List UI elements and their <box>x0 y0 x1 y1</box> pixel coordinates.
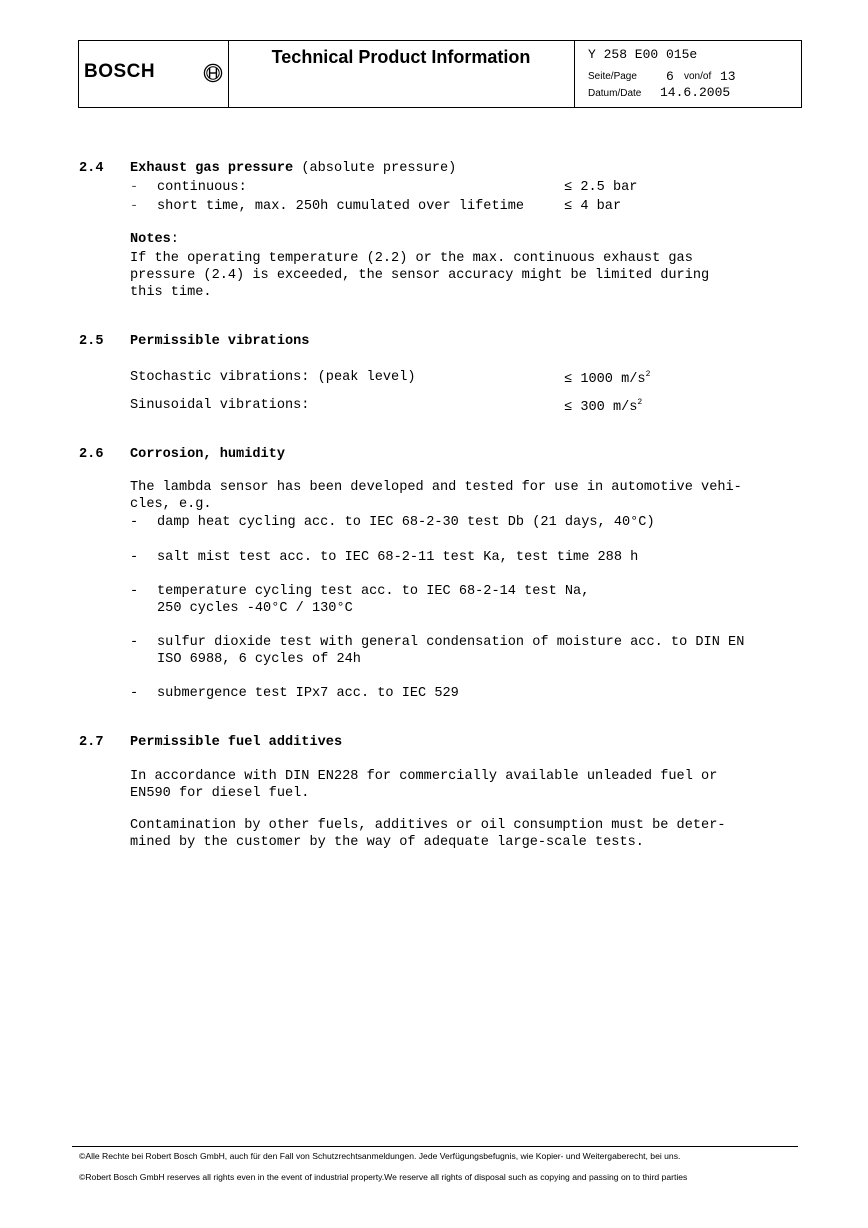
section-subtitle: (absolute pressure) <box>301 161 457 176</box>
bosch-logo-text: BOSCH <box>84 61 156 82</box>
section-title: Permissible fuel additives <box>130 735 343 750</box>
paragraph-line: Contamination by other fuels, additives or oil consumption must be deter- <box>130 818 726 833</box>
spec-label: Stochastic vibrations: (peak level) <box>130 370 416 385</box>
bullet-dash: - <box>130 180 139 195</box>
notes-text-line: pressure (2.4) is exceeded, the sensor accuracy might be limited during <box>130 268 710 283</box>
paragraph-line: mined by the customer by the way of adequate large-scale tests. <box>130 835 644 850</box>
copyright-german: ©Alle Rechte bei Robert Bosch GmbH, auch für den Fall von Schutzrechtsanmeldungen. Jede Verfügungsbefugnis, wie Kopier- und Weitergaberecht, bei uns. <box>79 1151 681 1161</box>
test-item-continued: 250 cycles -40°C / 130°C <box>157 601 353 616</box>
page-of-label: von/of <box>684 71 712 82</box>
test-item: temperature cycling test acc. to IEC 68-2-14 test Na, <box>157 584 590 599</box>
bullet-dash: - <box>130 515 139 530</box>
spec-label: short time, max. 250h cumulated over lifetime <box>157 199 525 214</box>
bullet-dash: - <box>130 550 139 565</box>
test-item-continued: ISO 6988, 6 cycles of 24h <box>157 652 361 667</box>
unit-exponent: 2 <box>637 398 643 407</box>
page-total: 13 <box>720 69 736 84</box>
bullet-dash: - <box>130 584 139 599</box>
test-item: sulfur dioxide test with general condensation of moisture acc. to DIN EN <box>157 635 745 650</box>
spec-label: Sinusoidal vibrations: <box>130 398 310 413</box>
spec-value <box>564 398 642 415</box>
date-label: Datum/Date <box>588 88 642 99</box>
section-number: 2.4 <box>79 161 104 176</box>
intro-text-line: cles, e.g. <box>130 497 212 512</box>
spec-value <box>564 370 650 387</box>
section-title: Permissible vibrations <box>130 334 310 349</box>
bullet-dash: - <box>130 199 139 214</box>
spec-value-text: ≤ 300 m/s <box>564 400 638 415</box>
paragraph-line: EN590 for diesel fuel. <box>130 786 310 801</box>
document-number: Y 258 E00 015e <box>588 47 698 62</box>
test-item: damp heat cycling acc. to IEC 68-2-30 test Db (21 days, 40°C) <box>157 515 655 530</box>
copyright-english: ©Robert Bosch GmbH reserves all rights even in the event of industrial property.We reserve all rights of disposal such as copying and passing on to third parties <box>79 1172 688 1182</box>
section-number: 2.7 <box>79 735 104 750</box>
document-header <box>78 40 802 108</box>
spec-value-text: ≤ 1000 m/s <box>564 372 646 387</box>
unit-exponent: 2 <box>645 370 651 379</box>
page-label: Seite/Page <box>588 71 637 82</box>
spec-value: ≤ 4 bar <box>564 199 622 214</box>
section-title: Corrosion, humidity <box>130 447 285 462</box>
section-number: 2.6 <box>79 447 104 462</box>
section-title <box>130 161 456 176</box>
page-number: 6 <box>666 69 674 84</box>
paragraph-line: In accordance with DIN EN228 for commercially available unleaded fuel or <box>130 769 718 784</box>
title-cell <box>228 41 575 107</box>
test-item: salt mist test acc. to IEC 68-2-11 test Ka, test time 288 h <box>157 550 639 565</box>
bullet-dash: - <box>130 686 139 701</box>
footer-divider <box>72 1146 798 1147</box>
logo-cell <box>79 41 229 107</box>
intro-text-line: The lambda sensor has been developed and tested for use in automotive vehi- <box>130 480 742 495</box>
document-info-cell <box>574 41 801 107</box>
document-date: 14.6.2005 <box>660 85 731 100</box>
bullet-dash: - <box>130 635 139 650</box>
spec-value: ≤ 2.5 bar <box>564 180 638 195</box>
notes-text-line: this time. <box>130 285 212 300</box>
notes-heading <box>130 232 179 247</box>
bosch-armature-icon <box>203 63 223 83</box>
notes-colon: : <box>170 232 179 247</box>
notes-text-line: If the operating temperature (2.2) or the max. continuous exhaust gas <box>130 251 693 266</box>
document-title: Technical Product Information <box>271 47 531 67</box>
test-item: submergence test IPx7 acc. to IEC 529 <box>157 686 459 701</box>
notes-label: Notes <box>130 232 171 247</box>
spec-label: continuous: <box>157 180 247 195</box>
section-title-text: Exhaust gas pressure <box>130 161 294 176</box>
section-number: 2.5 <box>79 334 104 349</box>
